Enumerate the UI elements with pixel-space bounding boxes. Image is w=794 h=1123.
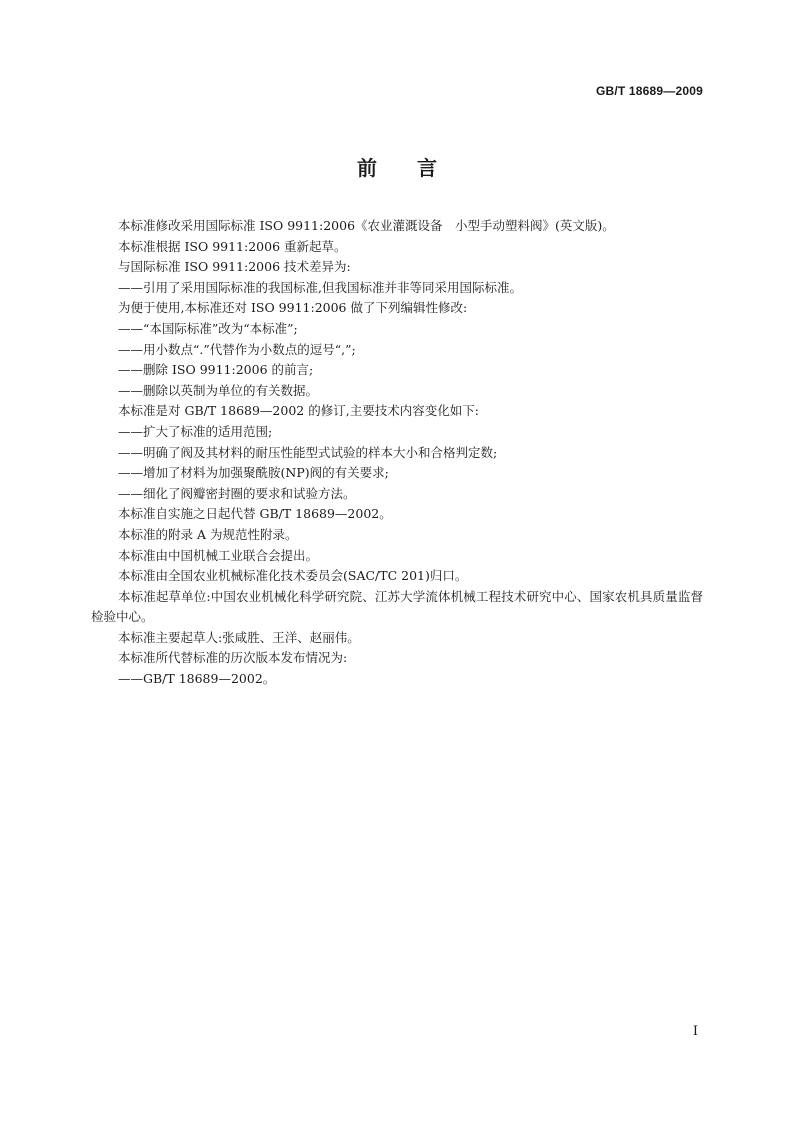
foreword-paragraph: 本标准所代替标准的历次版本发布情况为: [118, 650, 348, 666]
foreword-paragraph: 为便于使用,本标准还对 ISO 9911:2006 做了下列编辑性修改: [118, 300, 468, 316]
foreword-paragraph: 本标准修改采用国际标准 ISO 9911:2006《农业灌溉设备 小型手动塑料阀》(英文版)。 [118, 218, 615, 233]
page-title: 前言 [357, 156, 477, 180]
foreword-list-item: ——增加了材料为加强聚酰胺(NP)阀的有关要求; [118, 465, 389, 481]
page-number: I [692, 1024, 698, 1039]
foreword-paragraph: 本标准主要起草人:张咸胜、王洋、赵丽伟。 [118, 629, 360, 645]
foreword-paragraph: 与国际标准 ISO 9911:2006 技术差异为: [118, 259, 351, 275]
foreword-list-item: ——明确了阀及其材料的耐压性能型式试验的样本大小和合格判定数; [118, 444, 498, 460]
foreword-body [91, 216, 703, 690]
foreword-paragraph: 本标准自实施之日起代替 GB/T 18689—2002。 [118, 506, 392, 522]
foreword-list-item: ——删除 ISO 9911:2006 的前言; [118, 362, 314, 378]
foreword-paragraph: 本标准由全国农业机械标准化技术委员会(SAC/TC 201)归口。 [118, 568, 468, 584]
foreword-paragraph: 本标准由中国机械工业联合会提出。 [118, 547, 319, 563]
foreword-list-item: ——细化了阀瓣密封圈的要求和试验方法。 [118, 485, 356, 501]
foreword-list-item: ——删除以英制为单位的有关数据。 [118, 382, 319, 398]
standard-number-header: GB/T 18689—2009 [595, 84, 703, 98]
foreword-paragraph: 本标准是对 GB/T 18689—2002 的修订,主要技术内容变化如下: [118, 403, 479, 419]
foreword-paragraph: 本标准根据 ISO 9911:2006 重新起草。 [118, 238, 347, 254]
foreword-list-item: ——“本国际标准”改为“本标准”; [118, 320, 298, 336]
foreword-list-item: ——引用了采用国际标准的我国标准,但我国标准并非等同采用国际标准。 [118, 279, 522, 295]
foreword-list-item: ——扩大了标准的适用范围; [118, 423, 273, 439]
foreword-list-item: ——GB/T 18689—2002。 [118, 671, 276, 687]
foreword-list-item: ——用小数点“.”代替作为小数点的逗号“,”; [118, 341, 356, 357]
foreword-paragraph: 本标准起草单位:中国农业机械化科学研究院、江苏大学流体机械工程技术研究中心、国家农机具质量监督检验中心。 [91, 588, 703, 625]
foreword-paragraph: 本标准的附录 A 为规范性附录。 [118, 526, 298, 542]
